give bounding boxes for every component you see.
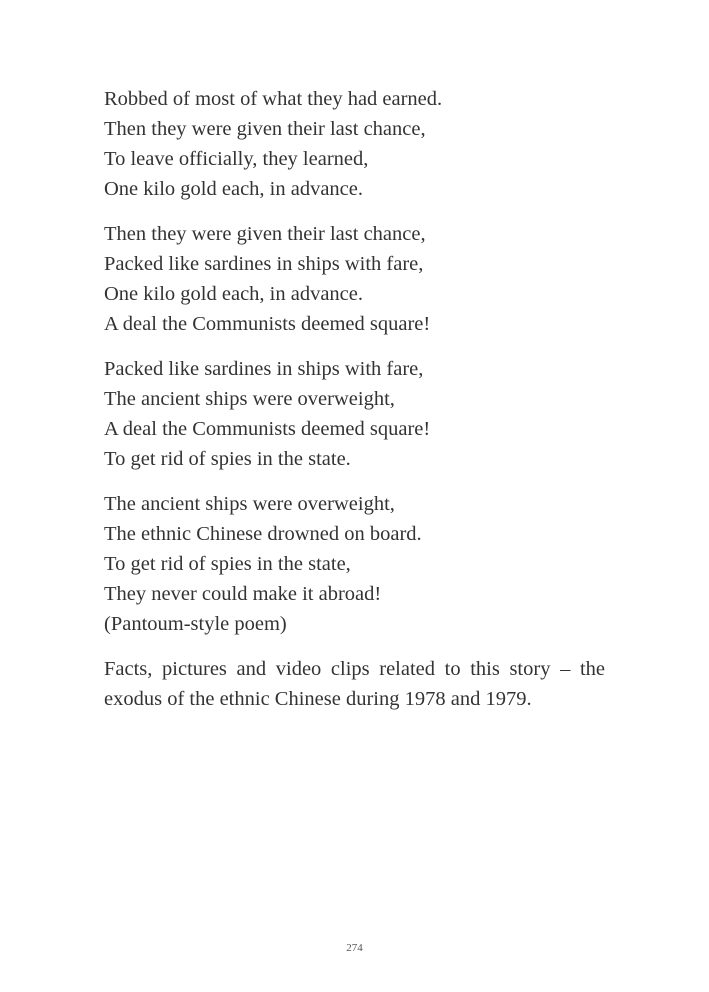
poem-line: Robbed of most of what they had earned. [104, 88, 443, 110]
poem-form-note: (Pantoum-style poem) [104, 613, 287, 635]
poem-stanza-4 [104, 489, 605, 639]
poem-line: One kilo gold each, in advance. [104, 283, 364, 305]
poem-line: The ethnic Chinese drowned on board. [104, 523, 422, 545]
poem-line: One kilo gold each, in advance. [104, 178, 364, 200]
poem-line: Packed like sardines in ships with fare, [104, 253, 424, 275]
poem-line: They never could make it abroad! [104, 583, 382, 605]
poem-line: A deal the Communists deemed square! [104, 418, 431, 440]
poem-line: To leave officially, they learned, [104, 148, 369, 170]
poem-line: To get rid of spies in the state, [104, 553, 351, 575]
poem-line: The ancient ships were overweight, [104, 388, 395, 410]
poem-line: Then they were given their last chance, [104, 223, 426, 245]
poem-stanza-1 [104, 84, 605, 204]
poem-line: Then they were given their last chance, [104, 118, 426, 140]
poem-stanza-2 [104, 219, 605, 339]
page-body [104, 84, 605, 714]
page-number: 274 [346, 942, 363, 954]
poem-line: A deal the Communists deemed square! [104, 313, 431, 335]
poem-line: Packed like sardines in ships with fare, [104, 358, 424, 380]
poem-line: The ancient ships were overweight, [104, 493, 395, 515]
closing-paragraph: Facts, pictures and video clips related to this story – the exodus of the ethnic Chinese during 1978 and 1979. [104, 658, 605, 710]
poem-line: To get rid of spies in the state. [104, 448, 351, 470]
poem-stanza-3 [104, 354, 605, 474]
